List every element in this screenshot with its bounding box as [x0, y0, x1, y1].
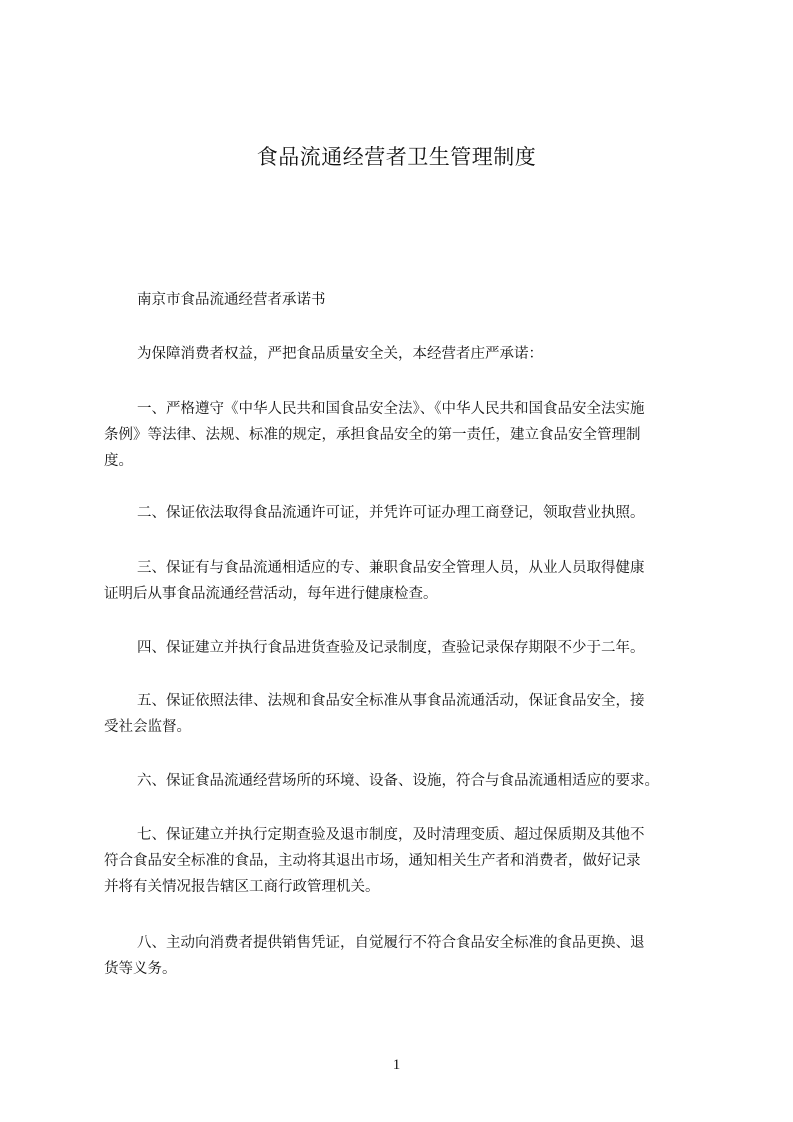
subtitle-line: 南京市食品流通经营者承诺书 [137, 292, 326, 308]
clause-6 [104, 768, 704, 794]
clause-line: 度。 [104, 453, 133, 469]
clause-line: 符合食品安全标准的食品，主动将其退出市场，通知相关生产者和消费者，做好记录 [104, 853, 641, 869]
clause-2 [104, 500, 704, 526]
clause-line: 五、保证依照法律、法规和食品安全标准从事食品流通活动，保证食品安全，接 [137, 693, 645, 709]
subtitle [104, 287, 704, 313]
clause-1 [104, 396, 704, 474]
clause-line: 八、主动向消费者提供销售凭证，自觉履行不符合食品安全标准的食品更换、退 [137, 935, 645, 951]
clause-line: 一、严格遵守《中华人民共和国食品安全法》、《中华人民共和国食品安全法实施 [137, 401, 645, 417]
intro-line: 为保障消费者权益，严把食品质量安全关，本经营者庄严承诺： [137, 346, 543, 362]
clause-line: 受社会监督。 [104, 719, 191, 735]
intro-paragraph [104, 341, 704, 367]
clause-line: 六、保证食品流通经营场所的环境、设备、设施，符合与食品流通相适应的要求。 [137, 773, 659, 789]
page-number: 1 [392, 1057, 401, 1073]
clause-line: 七、保证建立并执行定期查验及退市制度，及时清理变质、超过保质期及其他不 [137, 827, 645, 843]
clause-5 [104, 688, 704, 740]
clause-line: 条例》等法律、法规、标准的规定，承担食品安全的第一责任，建立食品安全管理制 [104, 427, 641, 443]
clause-3 [104, 555, 704, 607]
document-title: 食品流通经营者卫生管理制度 [256, 145, 537, 169]
clause-line: 证明后从事食品流通经营活动，每年进行健康检查。 [104, 586, 438, 602]
clause-line: 二、保证依法取得食品流通许可证，并凭许可证办理工商登记，领取营业执照。 [137, 505, 645, 521]
clause-line: 四、保证建立并执行食品进货查验及记录制度，查验记录保存期限不少于二年。 [137, 640, 645, 656]
clause-line: 三、保证有与食品流通相适应的专、兼职食品安全管理人员，从业人员取得健康 [137, 560, 645, 576]
clause-8 [104, 930, 704, 982]
clause-4 [104, 635, 704, 661]
clause-line: 并将有关情况报告辖区工商行政管理机关。 [104, 879, 380, 895]
clause-line: 货等义务。 [104, 961, 177, 977]
clause-7 [104, 822, 704, 900]
